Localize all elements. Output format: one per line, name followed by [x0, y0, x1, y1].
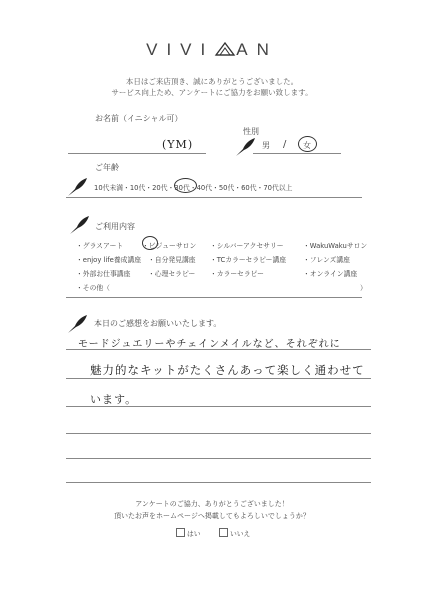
- impression-line-2: 魅力的なキットがたくさんあって楽しく通わせて: [90, 363, 365, 377]
- usage-option: ・グラスアート: [76, 242, 124, 250]
- age-option: 10代: [129, 184, 146, 192]
- intro-line-1: 本日はご来店頂き、誠にありがとうございました。: [125, 77, 299, 86]
- quill-icon: [66, 313, 88, 335]
- footer-line-2: 頂いたお声をホームページへ掲載してもよろしいでしょうか？: [114, 512, 310, 520]
- quill-icon: [66, 176, 88, 198]
- age-option: 50代: [218, 184, 235, 192]
- consent-yes-label: はい: [187, 530, 201, 538]
- age-option: 10代未満: [94, 184, 124, 192]
- usage-other-label: ・その他（: [76, 284, 110, 292]
- ruled-line: [66, 406, 371, 407]
- usage-option: ・シルバーアクセサリー: [210, 242, 284, 250]
- intro-line-2: サービス向上ため、アンケートにご協力をお願い致します。: [111, 88, 313, 97]
- consent-yes-checkbox[interactable]: [176, 528, 185, 537]
- usage-option: ・WakuWakuサロン: [303, 242, 368, 250]
- ruled-line: [66, 349, 371, 350]
- usage-option: ・外部お仕事講座: [76, 270, 131, 278]
- quill-icon: [68, 214, 90, 236]
- age-option-selected: 30代: [174, 184, 190, 192]
- brand-mark-icon: [214, 41, 236, 57]
- usage-option-selected: ・ビジューサロン: [142, 242, 197, 250]
- gender-male: 男: [262, 141, 270, 150]
- age-option: 70代以上: [263, 184, 293, 192]
- gender-female-selected-circle: [298, 136, 317, 152]
- age-underline: [66, 197, 362, 198]
- footer-text: [0, 498, 424, 522]
- name-underline: [68, 153, 206, 154]
- usage-option: ・カラーセラピー: [210, 270, 264, 278]
- gender-underline: [253, 153, 341, 154]
- usage-option: ・フレンズ講座: [303, 256, 350, 264]
- age-option: 20代: [152, 184, 168, 192]
- gender-female: 女: [303, 141, 311, 150]
- impression-label: 本日のご感想をお願いいたします。: [94, 319, 222, 328]
- usage-other-close: ）: [360, 284, 367, 292]
- usage-option: ・オンライン講座: [303, 270, 358, 278]
- intro-text: [0, 76, 424, 98]
- usage-option: ・心理セラピー: [148, 270, 196, 278]
- age-option: 40代: [196, 184, 213, 192]
- usage-option: ・TCカラーセラピー講座: [210, 256, 287, 264]
- impression-line-1: モードジュエリーやチェインメイルなど、それぞれに: [78, 339, 341, 350]
- gender-label: 性別: [243, 127, 259, 136]
- brand-name-left: VIVI: [146, 40, 215, 59]
- name-label: お名前（イニシャル可）: [95, 114, 183, 123]
- usage-underline: [66, 297, 362, 298]
- consent-no-label: いいえ: [229, 530, 251, 538]
- age-selected-circle: [174, 178, 197, 193]
- ruled-line: [66, 378, 371, 379]
- ruled-line: [66, 482, 371, 483]
- usage-selected-circle: [142, 236, 158, 250]
- name-value: (YM): [162, 138, 194, 151]
- consent-no-checkbox[interactable]: [219, 528, 228, 537]
- consent-options: [176, 528, 250, 538]
- usage-option: ・enjoy life養成講座: [76, 256, 142, 264]
- age-label: ご年齢: [95, 163, 119, 172]
- brand-name-right: AN: [236, 40, 278, 59]
- usage-label: ご利用内容: [95, 222, 135, 231]
- age-option: 60代: [241, 184, 257, 192]
- quill-icon: [234, 136, 256, 158]
- impression-line-3: います。: [90, 393, 138, 406]
- ruled-line: [66, 458, 371, 459]
- gender-slash: /: [283, 139, 287, 150]
- usage-option: ・自分発見講座: [148, 256, 196, 264]
- footer-line-1: アンケートのご協力、ありがとうございました！: [135, 500, 289, 508]
- brand-logo: [0, 40, 424, 60]
- age-options: 10代未満・10代・20代・30代・40代・50代・60代・70代以上: [94, 184, 293, 192]
- ruled-line: [66, 433, 371, 434]
